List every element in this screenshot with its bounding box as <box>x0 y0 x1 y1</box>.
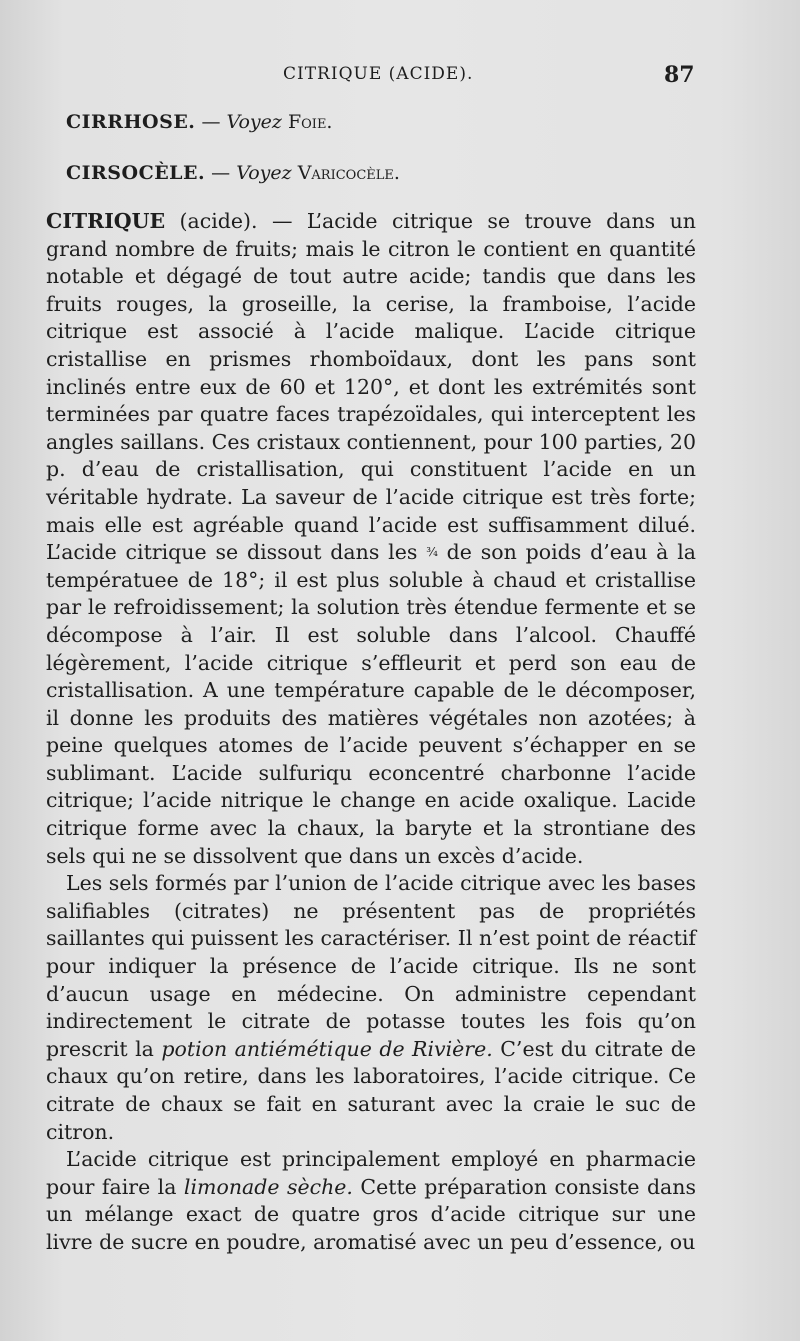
entry-headword: CIRRHOSE. <box>66 111 196 133</box>
reference-target: Foie. <box>287 111 333 133</box>
entry-dash: — <box>195 111 227 133</box>
article-headword: CITRIQUE <box>46 209 166 233</box>
paragraph-3-text-a: L’acide citrique est principalement employé en pharmacie pour faire la <box>46 1147 696 1199</box>
italic-term-limonade: limonade sèche. <box>183 1174 353 1199</box>
page-number: 87 <box>664 62 695 88</box>
running-head <box>0 62 800 92</box>
cross-reference-cirrhose <box>66 111 332 133</box>
paragraph-1-text-b: de son poids d’eau à la températuee de 18°; il est plus soluble à chaud et cristallise par le refroidissement; la solution très étendue fermente et se décompose à l’air. Il est soluble dans l’alcool. Chauffé légèrement, l’acide citrique s’effleurit et perd son eau de cristallisation. A une température capable de le décomposer, il donne les produits des matières végétales non azotées; à peine quelques atomes de l’acide peuvent s’échapper en se sublimant. L’acide sulfuriqu econcentré charbonne l’acide citrique; l’acide nitrique le change en acide oxalique. Lacide citrique forme avec la chaux, la baryte et la strontiane des sels qui ne se dissolvent que dans un excès d’acide. <box>46 540 696 868</box>
entry-headword: CIRSOCÈLE. <box>66 162 206 184</box>
paragraph-3-text-b: Cette préparation consiste dans un mélange exact de quatre gros d’acide citrique sur une livre de sucre en poudre, aromatisé avec un peu d’essence, ou <box>46 1174 697 1254</box>
entry-dash: — <box>205 162 237 184</box>
article-citrique <box>46 208 696 1257</box>
paragraph-3 <box>46 1146 696 1256</box>
voyez-label: Voyez <box>226 111 282 133</box>
fraction: ¾ <box>426 545 438 560</box>
paragraph-1 <box>46 208 696 870</box>
paragraph-1-text-a: (acide). — L’acide citrique se trouve dans un grand nombre de fruits; mais le citron le contient en quantité notable et dégagé de tout autre acide; tandis que dans les fruits rouges, la groseille, la cerise, la framboise, l’acide citrique est associé à l’acide malique. L’acide citrique cristallise en prismes rhomboïdaux, dont les pans sont inclinés entre eux de 60 et 120°, et dont les extrémités sont terminées par quatre faces trapézoïdales, qui interceptent les angles saillans. Ces cristaux contiennent, pour 100 parties, 20 p. d’eau de cristallisation, qui constituent l’acide en un véritable hydrate. La saveur de l’acide citrique est très forte; mais elle est agréable quand l’acide est suffisamment dilué. L’acide citrique se dissout dans les <box>46 209 696 565</box>
italic-term-potion: potion antiémétique de Rivière. <box>161 1036 493 1061</box>
paragraph-2 <box>46 870 696 1146</box>
paragraph-2-text-a: Les sels formés par l’union de l’acide citrique avec les bases salifiables (citrates) ne présentent pas de propriétés saillantes qui puissent les caractériser. Il n’est point de réactif pour indiquer la présence de l’acide citrique. Ils ne sont d’aucun usage en médecine. On administre cependant indirectement le citrate de potasse toutes les fois qu’on prescrit la <box>46 871 696 1061</box>
voyez-label: Voyez <box>236 162 292 184</box>
cross-reference-cirsocele <box>66 162 400 184</box>
reference-target: Varicocèle. <box>297 162 400 184</box>
paragraph-2-text-b: C’est du citrate de chaux qu’on retire, dans les laboratoires, l’acide citrique. Ce citrate de chaux se fait en saturant avec la craie le suc de citron. <box>46 1036 697 1144</box>
running-title: CITRIQUE (ACIDE). <box>283 64 474 84</box>
